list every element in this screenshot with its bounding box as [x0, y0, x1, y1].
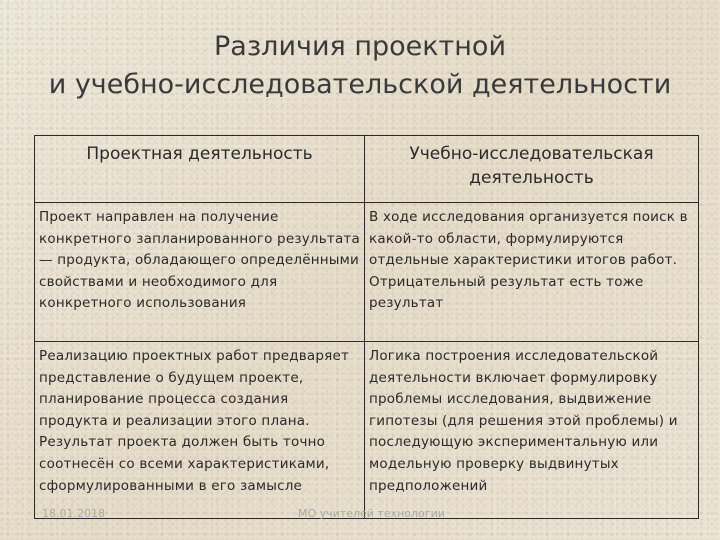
table-cell-project-result: Проект направлен на получение конкретного запланированного результата — продукта, обладающего определёнными свойствами и необходимого для конкретного использования	[35, 203, 365, 342]
table-cell-project-logic: Реализацию проектных работ предваряет представление о будущем проекте, планирование процесса создания продукта и реализации этого плана. Результат проекта должен быть точно соотнесён со всеми характеристиками, сформулированными в его замысле	[35, 342, 365, 519]
table-row	[35, 203, 699, 342]
slide-title	[0, 28, 720, 104]
header-project-activity: Проектная деятельность	[35, 136, 365, 203]
slide-title-line-2: и учебно-исследовательской деятельности	[48, 69, 672, 100]
comparison-table	[34, 135, 699, 519]
footer-author: МО учителей технологии	[298, 507, 445, 520]
table-cell-research-logic: Логика построения исследовательской деятельности включает формулировку проблемы исследования, выдвижение гипотезы (для решения этой проблемы) и последующую экспериментальную или модельную проверку выдвинутых предположений	[365, 342, 699, 519]
table-cell-research-result: В ходе исследования организуется поиск в какой-то области, формулируются отдельные характеристики итогов работ. Отрицательный результат есть тоже результат	[365, 203, 699, 342]
table-header-row	[35, 136, 699, 203]
footer-date: 18.01.2018	[42, 507, 105, 520]
table-row	[35, 342, 699, 519]
slide-title-line-1: Различия проектной	[214, 31, 506, 62]
header-research-activity: Учебно-исследовательская деятельность	[365, 136, 699, 203]
